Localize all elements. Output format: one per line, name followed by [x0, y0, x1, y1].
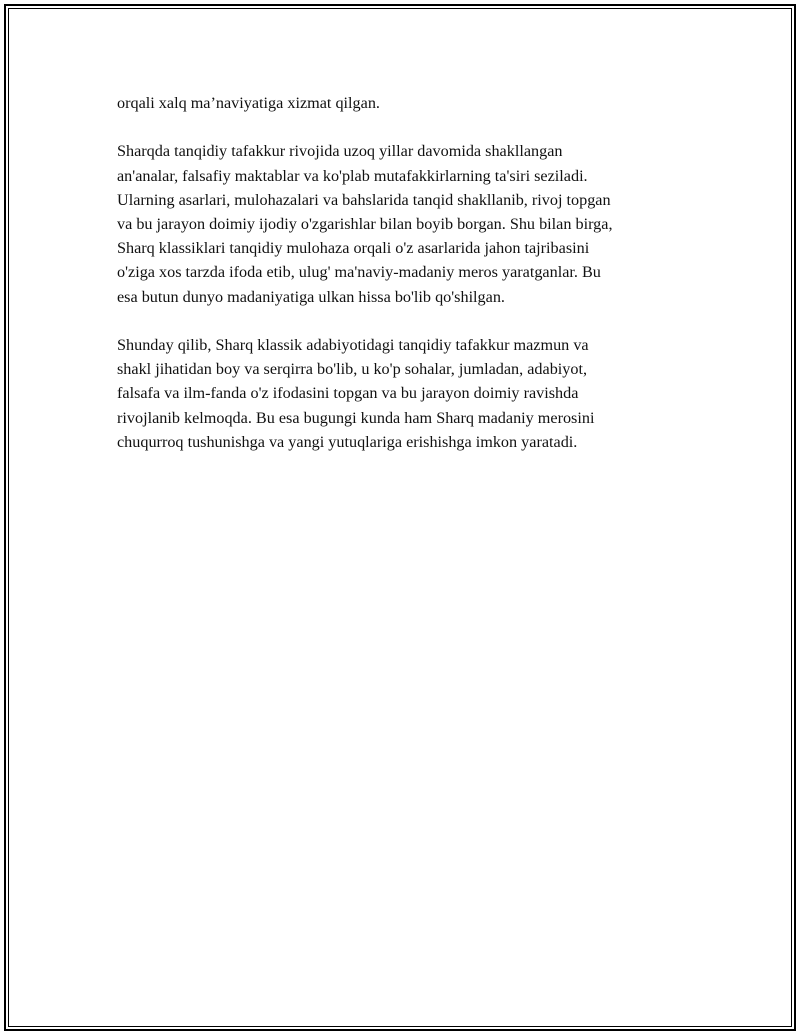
paragraph-conclusion: Shunday qilib, Sharq klassik adabiyotidagi tanqidiy tafakkur mazmun va shakl jihatidan boy va serqirra bo'lib, u ko'p sohalar, jumladan, adabiyot, falsafa va ilm-fanda o'z ifodasini topgan va bu jarayon doimiy ravishda rivojlanib kelmoqda. Bu esa bugungi kunda ham Sharq madaniy merosini chuqurroq tushunishga va yangi yutuqlariga erishishga imkon yaratadi.: [117, 336, 595, 451]
paragraph-continuation: orqali xalq ma’naviyatiga xizmat qilgan.: [117, 94, 380, 112]
paragraph-eastern-critical-thinking: Sharqda tanqidiy tafakkur rivojida uzoq yillar davomida shakllangan an'analar, falsafiy maktablar va ko'plab mutafakkirlarning ta'siri seziladi. Ularning asarlari, mulohazalari va bahslarida tanqid shakllanib, rivoj topgan va bu jarayon doimiy ijodiy o'zgarishlar bilan boyib borgan. Shu bilan birga, Sharq klassiklari tanqidiy mulohaza orqali o'z asarlarida jahon tajribasini o'ziga xos tarzda ifoda etib, ulug' ma'naviy-madaniy meros yaratganlar. Bu esa butun dunyo madaniyatiga ulkan hissa bo'lib qo'shilgan.: [117, 142, 613, 306]
document-body: [117, 91, 697, 478]
